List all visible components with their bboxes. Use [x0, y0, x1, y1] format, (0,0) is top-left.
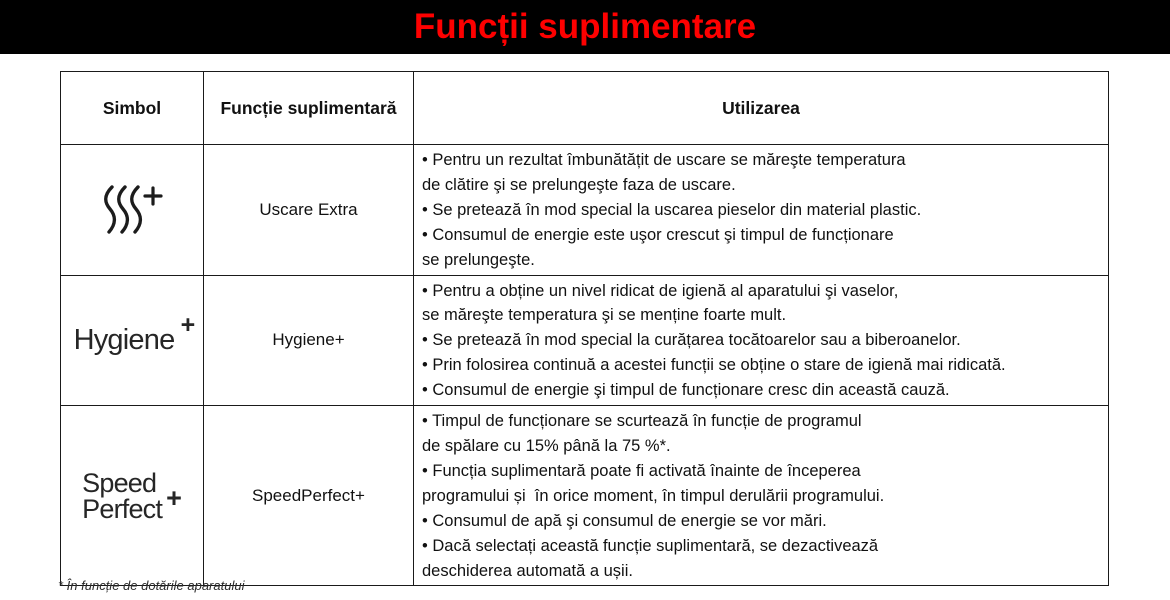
table-row-uscare-extra: [61, 145, 1109, 276]
function-name: Uscare Extra: [204, 145, 414, 276]
perfect-line: Perfect: [82, 493, 163, 524]
speed-line: Speed: [82, 467, 157, 498]
usage-line: se prelungeşte.: [422, 250, 535, 269]
usage-text: [422, 148, 1100, 273]
usage-line: de spălare cu 15% până la 75 %*.: [422, 436, 671, 455]
symbol-cell: [61, 406, 204, 586]
page-title: Funcții suplimentare: [413, 6, 757, 46]
usage-line: programului și în orice moment, în timpul derulării programului.: [422, 486, 885, 505]
usage-line: deschiderea automată a ușii.: [422, 561, 633, 580]
usage-line: • Se pretează în mod special la curățarea tocătoarelor sau a biberoanelor.: [422, 331, 961, 350]
usage-line: • Funcția suplimentară poate fi activată înainte de începerea: [422, 461, 861, 480]
usage-line: se măreşte temperatura şi se menține foarte mult.: [422, 306, 787, 325]
column-header-functie: Funcție suplimentară: [204, 72, 414, 145]
title-banner: [0, 0, 1170, 54]
hygiene-symbol-text: Hygiene: [73, 323, 175, 356]
function-name: SpeedPerfect+: [204, 406, 414, 586]
usage-cell: [414, 145, 1109, 276]
usage-line: • Pentru a obține un nivel ridicat de igienă al aparatului şi vaselor,: [422, 281, 899, 300]
symbol-cell: [61, 275, 204, 406]
usage-line: • Se pretează în mod special la uscarea pieselor din material plastic.: [422, 200, 922, 219]
usage-text: [422, 279, 1100, 404]
usage-line: • Timpul de funcționare se scurtează în funcție de programul: [422, 412, 862, 431]
usage-line: • Consumul de energie este uşor crescut şi timpul de funcționare: [422, 225, 894, 244]
footnote: * În funcție de dotările aparatului: [58, 578, 245, 593]
table-row-speedperfect: [61, 406, 1109, 586]
plus-sign: +: [166, 483, 182, 514]
speedperfect-plus-icon: [82, 467, 182, 524]
speedperfect-symbol-text: [82, 467, 163, 524]
table-row-hygiene: [61, 275, 1109, 406]
steam-plus-icon: [101, 184, 163, 236]
column-header-utilizarea: Utilizarea: [414, 72, 1109, 145]
usage-line: de clătire şi se prelungeşte faza de uscare.: [422, 175, 736, 194]
symbol-cell: [61, 145, 204, 276]
column-header-simbol: Simbol: [61, 72, 204, 145]
usage-cell: [414, 275, 1109, 406]
usage-line: • Consumul de apă şi consumul de energie se vor mări.: [422, 511, 827, 530]
table-header-row: [61, 72, 1109, 145]
usage-text: [422, 409, 1100, 583]
usage-line: • Pentru un rezultat îmbunătățit de uscare se măreşte temperatura: [422, 151, 906, 169]
usage-line: • Dacă selectați această funcție suplimentară, se dezactivează: [422, 536, 879, 555]
function-name: Hygiene+: [204, 275, 414, 406]
usage-line: • Consumul de energie şi timpul de funcționare cresc din această cauză.: [422, 381, 950, 400]
usage-line: • Prin folosirea continuă a acestei funcții se obține o stare de igienă mai ridicată.: [422, 356, 1006, 375]
usage-cell: [414, 406, 1109, 586]
functions-table: [60, 71, 1109, 586]
plus-superscript: +: [180, 310, 195, 339]
hygiene-plus-icon: [73, 310, 195, 356]
